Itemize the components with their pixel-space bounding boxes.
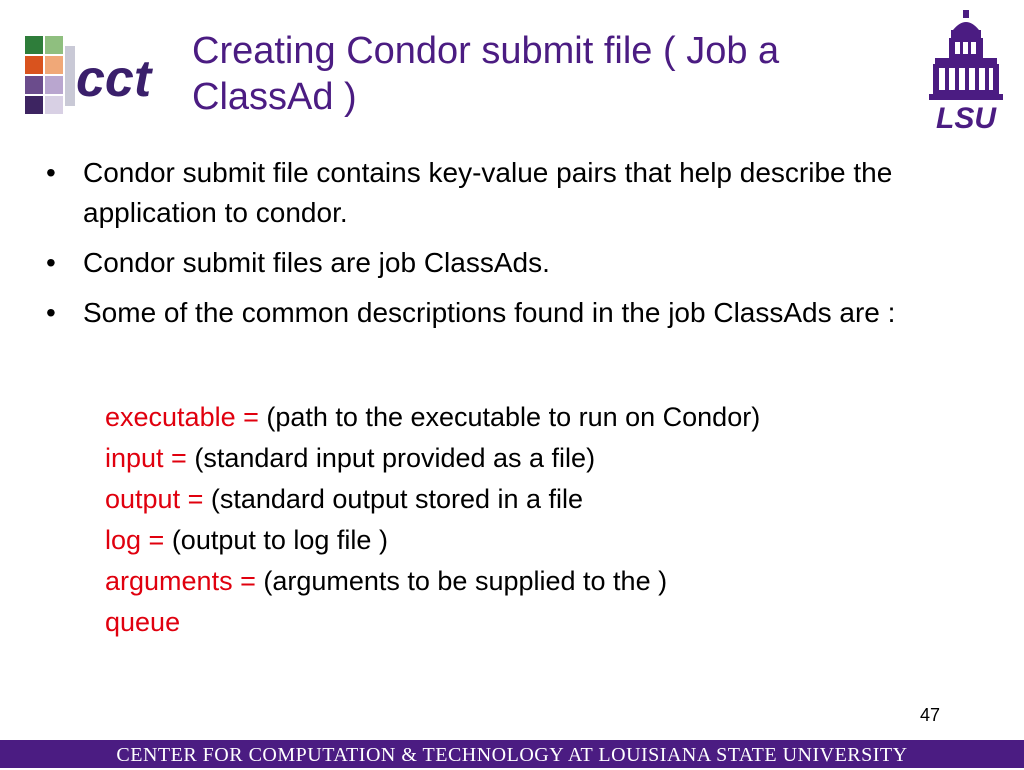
code-line: [105, 520, 985, 561]
bullet-text: Condor submit file contains key-value pairs that help describe the application to condor.: [83, 157, 893, 228]
bullet-item: [40, 153, 940, 233]
bullet-list: [40, 153, 940, 343]
code-key: executable =: [105, 402, 267, 432]
code-key: input =: [105, 443, 195, 473]
code-desc: (standard input provided as a file): [194, 443, 596, 473]
code-key: queue: [105, 607, 181, 637]
code-desc: (standard output stored in a file: [210, 484, 584, 514]
bullet-text: Some of the common descriptions found in the job ClassAds are :: [83, 297, 896, 328]
code-line: [105, 397, 985, 438]
lsu-logo: [925, 6, 1007, 132]
code-key: log =: [105, 525, 172, 555]
code-desc: (output to log file ): [171, 525, 388, 555]
lsu-logo-text: LSU: [936, 102, 996, 132]
slide-title: Creating Condor submit file ( Job a ClassAd ): [192, 30, 780, 118]
code-line: [105, 479, 985, 520]
cct-logo: [22, 34, 182, 118]
code-line: [105, 438, 985, 479]
bullet-item: [40, 243, 940, 283]
bullet-text: Condor submit files are job ClassAds.: [83, 247, 550, 278]
bullet-dot: •: [46, 157, 56, 188]
code-line: [105, 602, 985, 643]
bullet-dot: •: [46, 297, 56, 328]
code-line: [105, 561, 985, 602]
bullet-item: [40, 293, 940, 333]
footer-banner: CENTER FOR COMPUTATION & TECHNOLOGY AT LOUISIANA STATE UNIVERSITY: [0, 740, 1024, 768]
slide-number: 47: [919, 705, 940, 725]
bullet-dot: •: [46, 247, 56, 278]
submit-file-example: [105, 397, 985, 643]
code-desc: (arguments to be supplied to the ): [263, 566, 668, 596]
code-key: arguments =: [105, 566, 264, 596]
code-desc: (path to the executable to run on Condor): [266, 402, 761, 432]
cct-logo-text: cct: [76, 50, 152, 108]
code-key: output =: [105, 484, 211, 514]
